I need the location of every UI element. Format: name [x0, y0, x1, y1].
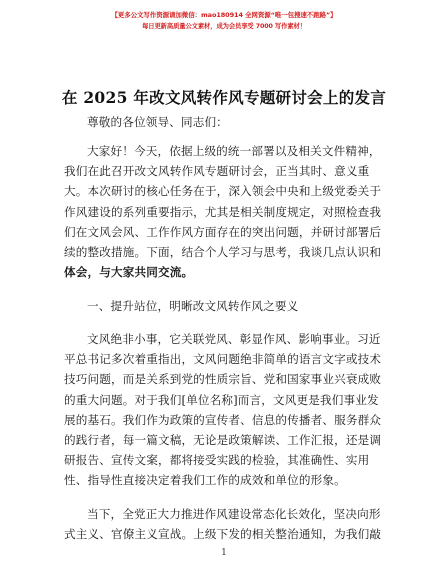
page-number: 1 — [221, 548, 227, 558]
text-line: 展的基石。我们作为政策的宣传者、信息的传播者、服务群众 — [64, 412, 382, 427]
text-line: 续的整改措施。下面，结合个人学习与思考，我谈几点认识和 — [64, 245, 382, 260]
promo-header — [0, 9, 448, 33]
document-title: 在 2025 年改文风转作风专题研讨会上的发言 — [61, 88, 387, 107]
paragraph-intro — [64, 141, 390, 282]
text-line: 平总书记多次着重指出，文风问题绝非简单的语言文字或技术 — [64, 352, 382, 367]
text-line: 我们在此召开改文风转作风专题研讨会，正当其时、意义重 — [64, 164, 370, 179]
text-line: 的践行者，每一篇文稿，无论是政策解读、工作汇报，还是调 — [64, 433, 382, 448]
section-heading-text: 一、提升站位，明晰改文风转作风之要义 — [87, 299, 299, 313]
text-line: 大。本次研讨的核心任务在于，深入领会中央和上级党委关于 — [64, 184, 382, 199]
promo-line-2: 每日更新高质量公文素材，成为会员享受 7000 写作素材！ — [142, 23, 306, 30]
text-line-bold: 体会，与大家共同交流。 — [64, 265, 194, 280]
text-line: 的重大问题。对于我们[单位名称]而言，文风更是我们事业发 — [64, 392, 379, 407]
greeting — [64, 112, 390, 132]
text-line: 作风建设的系列重要指示，尤其是相关制度规定，对照检查我 — [64, 204, 382, 219]
paragraph-section-1 — [64, 329, 390, 491]
text-line: 研报告、宣传文案，都将接受实践的检验，其准确性、实用 — [64, 453, 370, 468]
section-heading-1 — [64, 296, 390, 316]
text-line: 文风绝非小事，它关联党风、彰显作风、影响事业。习近 — [87, 332, 381, 346]
text-line: 式主义、官僚主义宣战。上级下发的相关整治通知，为我们敲 — [64, 527, 382, 542]
paragraph-current — [64, 504, 390, 544]
greeting-text: 尊敬的各位领导、同志们： — [87, 115, 228, 129]
text-line: 大家好！今天，依据上级的统一部署以及相关文件精神， — [87, 144, 381, 158]
promo-line-1: 【更多公文写作资源请加微信：mao180914 全网资源“唯一包搜速不跑路”】 — [111, 11, 337, 19]
text-line: 性、指导性直接决定着我们工作的成效和单位的形象。 — [64, 473, 346, 488]
text-line: 当下，全党正大力推进作风建设常态化长效化，坚决向形 — [87, 507, 381, 521]
text-line: 技巧问题，而是关系到党的性质宗旨、党和国家事业兴衰成败 — [64, 372, 382, 387]
text-line: 们在文风会风、工作作风方面存在的突出问题，并研讨部署后 — [64, 224, 382, 239]
